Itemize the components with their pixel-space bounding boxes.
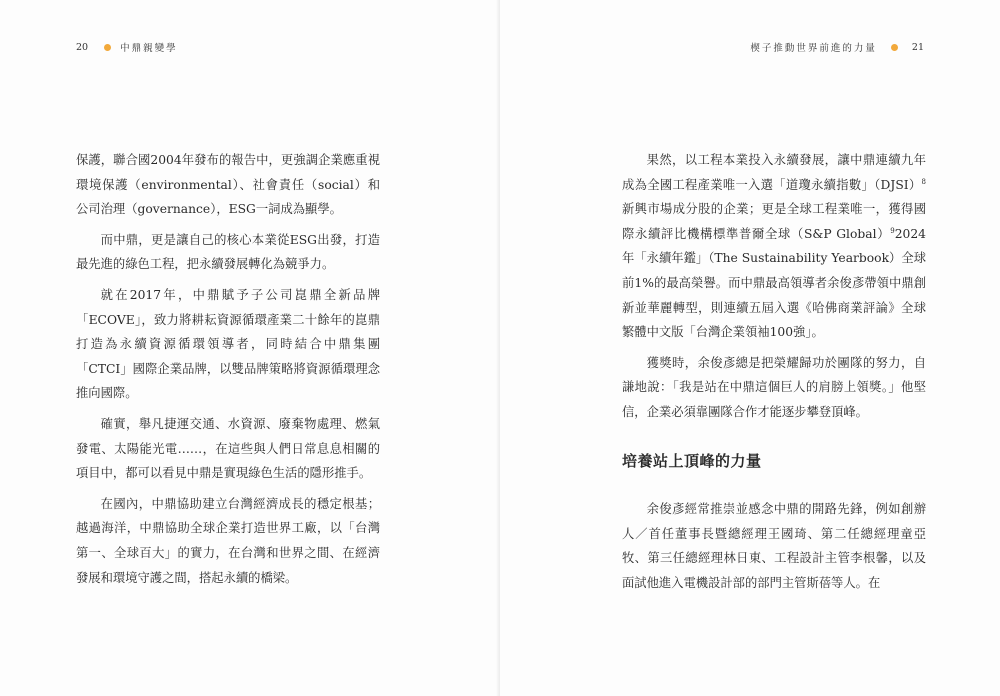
paragraph: 保護，聯合國2004年發布的報告中，更強調企業應重視環境保護（environmental）、社會責任（social）和公司治理（governance），ESG一詞成為顯學。 [76, 153, 380, 217]
paragraph: 確實，舉凡捷運交通、水資源、廢棄物處理、燃氣發電、太陽能光電……，在這些與人們日常息息相關的項目中，都可以看見中鼎是實現綠色生活的隱形推手。 [76, 416, 380, 481]
paragraph: 獲獎時，余俊彥總是把榮耀歸功於團隊的努力，自謙地說：「我是站在中鼎這個巨人的肩膀上領獎。」他堅信，企業必須靠團隊合作才能逐步攀登頂峰。 [622, 355, 926, 419]
footnote-marker: 8 [921, 177, 926, 186]
paragraph: 在國內，中鼎協助建立台灣經濟成長的穩定根基；越過海洋，中鼎協助全球企業打造世界工廠，以「台灣第一、全球百大」的實力，在台灣和世界之間、在經濟發展和環境守護之間，搭起永續的橋梁。 [76, 496, 380, 585]
left-body-text [76, 148, 380, 596]
section-heading: 培養站上頂峰的力量 [622, 451, 762, 470]
left-running-header [76, 40, 178, 54]
right-body-text [622, 148, 926, 602]
header-dot-icon [104, 44, 111, 51]
paragraph: 而中鼎，更是讓自己的核心本業從ESG出發，打造最先進的綠色工程，把永續發展轉化為競爭力。 [76, 232, 380, 272]
right-page-number: 21 [911, 41, 924, 53]
paragraph [622, 148, 926, 345]
right-running-section: 楔子 [750, 43, 774, 54]
paragraph-text: 果然，以工程本業投入永續發展，讓中鼎連續九年成為全國工程產業唯一入選「道瓊永續指數」（DJSI） [622, 153, 926, 192]
paragraph-text: 新興市場成分股的企業；更是全球工程業唯一，獲得國際永續評比機構標準普爾全球（S&P Global） [622, 202, 926, 241]
right-running-title: 推動世界前進的力量 [773, 43, 877, 54]
footnote-marker: 9 [890, 226, 895, 235]
right-running-header [750, 40, 924, 54]
paragraph: 就在2017年，中鼎賦予子公司崑鼎全新品牌「ECOVE」，致力將耕耘資源循環產業二十餘年的崑鼎打造為永續資源循環領導者，同時結合中鼎集團「CTCI」國際企業品牌，以雙品牌策略將資源循環理念推向國際。 [76, 287, 380, 401]
header-dot-icon [891, 44, 898, 51]
left-page-number: 20 [76, 41, 89, 53]
right-page [500, 0, 1000, 696]
paragraph-text: 2024年「永續年鑑」（The Sustainability Yearbook）全球前1%的最高榮譽。而中鼎最高領導者余俊彥帶領中鼎創新並華麗轉型，則連續五屆入選《哈佛商業評論》全球繁體中文版「台灣企業領袖100強」。 [622, 226, 926, 340]
paragraph: 余俊彥經常推崇並感念中鼎的開路先鋒，例如創辦人／首任董事長暨總經理王國琦、第二任總經理童亞牧、第三任總經理林日東、工程設計主管李根馨，以及面試他進入電機設計部的部門主管斯蓓等人。在 [622, 502, 926, 590]
left-running-title: 中鼎親變學 [120, 43, 178, 54]
